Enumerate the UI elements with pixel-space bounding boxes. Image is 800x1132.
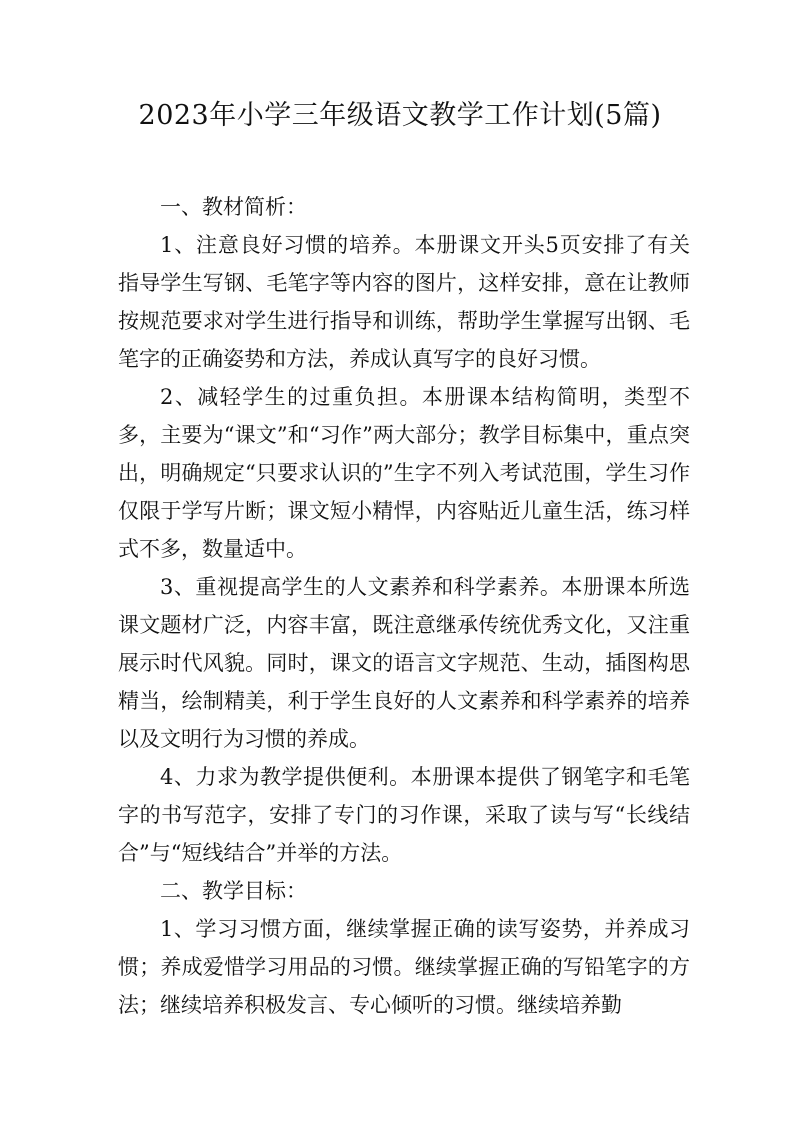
paragraph-humanistic-literacy: 3、重视提高学生的人文素养和科学素养。本册课本所选课文题材广泛，内容丰富，既注意继承传统优秀文化，又注重展示时代风貌。同时，课文的语言文字规范、生动，插图构思精当，绘制精美，利于学生良好的人文素养和科学素养的培养以及文明行为习惯的养成。 (118, 575, 690, 751)
section-heading-teaching-goals: 二、教学目标： (160, 879, 307, 903)
paragraph-reduce-burden: 2、减轻学生的过重负担。本册课本结构简明，类型不多，主要为“课文”和“习作”两大部分；教学目标集中，重点突出，明确规定“只要求认识的”生字不列入考试范围，学生习作仅限于学写片断；课文短小精悍，内容贴近儿童生活，练习样式不多，数量适中。 (118, 385, 690, 561)
section-heading-textbook-analysis: 一、教材简析： (160, 195, 307, 219)
paragraph-study-habits: 1、学习习惯方面，继续掌握正确的读写姿势，并养成习惯；养成爱惜学习用品的习惯。继续掌握正确的写铅笔字的方法；继续培养积极发言、专心倾听的习惯。继续培养勤 (118, 917, 690, 1017)
document-title: 2023年小学三年级语文教学工作计划(5篇) (138, 100, 662, 131)
paragraph-teaching-convenience: 4、力求为教学提供便利。本册课本提供了钢笔字和毛笔字的书写范字，安排了专门的习作课，采取了读与写“长线结合”与“短线结合”并举的方法。 (118, 765, 690, 865)
paragraph-habit-cultivation: 1、注意良好习惯的培养。本册课文开头5页安排了有关指导学生写钢、毛笔字等内容的图片，这样安排，意在让教师按规范要求对学生进行指导和训练，帮助学生掌握写出钢、毛笔字的正确姿势和方法，养成认真写字的良好习惯。 (118, 233, 690, 371)
document-body (118, 188, 690, 1024)
